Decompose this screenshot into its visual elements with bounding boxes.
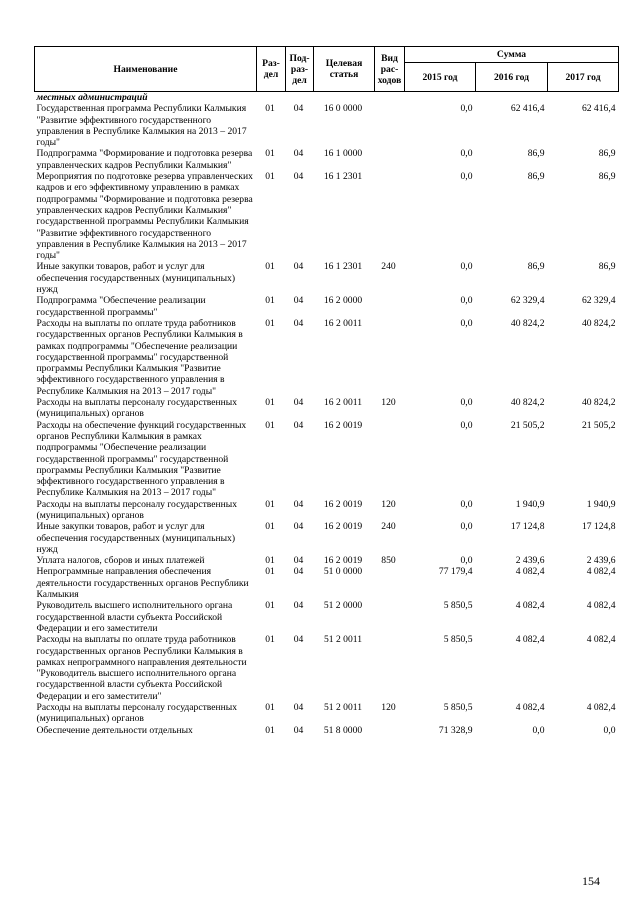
cell-expense-type: 240 — [381, 521, 396, 533]
cell-amount-2016: 4 082,4 — [515, 566, 545, 578]
cell-target-article: 16 1 2301 — [323, 261, 363, 273]
cell-amount-2015: 5 850,5 — [443, 600, 473, 612]
budget-table — [34, 46, 619, 736]
cell-amount-2016: 21 505,2 — [510, 419, 545, 431]
cell-subsection: 04 — [293, 600, 304, 612]
cell-amount-2015: 5 850,5 — [443, 702, 473, 714]
cell-subsection: 04 — [293, 148, 304, 160]
cell-target-article: 16 1 2301 — [323, 171, 363, 183]
cell-name: Руководитель высшего исполнительного органа государственной власти субъекта Российской Федерации и его заместители — [36, 600, 233, 634]
cell-expense-type — [375, 171, 405, 261]
cell-name: Обеспечение деятельности отдельных — [36, 724, 193, 736]
cell-amount-2017: 86,9 — [598, 261, 616, 273]
cell-name: Расходы на выплаты персоналу государственных (муниципальных) органов — [36, 397, 238, 420]
table-row — [35, 702, 619, 725]
table-row — [35, 148, 619, 171]
cell-section: 01 — [265, 634, 275, 646]
cell-amount-2016: 86,9 — [527, 148, 545, 160]
table-row — [35, 103, 619, 148]
cell-amount-2017: 86,9 — [598, 171, 616, 183]
cell-expense-type — [375, 725, 405, 736]
cell-subsection: 04 — [293, 317, 304, 329]
cell-name: Расходы на выплаты по оплате труда работников государственных органов Республики Калмыкия в рамках подпрограммы "Обеспечение реализации государственной программы" государственной программы Республики Калмыкия "Развитие эффективного государственного управления в Республике Калмыкия на 2013 – 2017 годы" — [36, 317, 243, 397]
table-row — [35, 566, 619, 600]
cell-name: Государственная программа Республики Калмыкия "Развитие эффективного государственного управления в Республике Калмыкия на 2013 – 2017 годы" — [36, 103, 247, 149]
cell-section: 01 — [265, 498, 275, 510]
cell-subsection: 04 — [293, 566, 304, 578]
cell-section: 01 — [265, 148, 275, 160]
cell-section: 01 — [265, 521, 275, 533]
cell-amount-2015: 0,0 — [460, 419, 473, 431]
table-row — [35, 295, 619, 318]
header-year-2015: 2015 год — [405, 63, 476, 92]
cell-subsection: 04 — [293, 419, 304, 431]
cell-name: Непрограммные направления обеспечения деятельности государственных органов Республики Калмыкия — [36, 566, 249, 601]
cell-name: Иные закупки товаров, работ и услуг для обеспечения государственных (муниципальных) нужд — [36, 521, 236, 555]
cell-subsection: 04 — [293, 397, 304, 409]
cell-name: Подпрограмма "Формирование и подготовка резерва управленческих кадров Республики Калмыкия" — [36, 148, 253, 171]
header-expense-type: Вид рас- ходов — [375, 47, 405, 92]
cell-target-article: 51 0 0000 — [323, 566, 363, 578]
cell-amount-2017: 4 082,4 — [586, 600, 616, 612]
table-row — [35, 555, 619, 566]
cell-amount-2015: 0,0 — [460, 521, 473, 533]
cell-amount-2016: 1 940,9 — [515, 498, 545, 510]
cell-section: 01 — [265, 171, 275, 183]
cell-amount-2015: 0,0 — [460, 555, 473, 567]
cell-target-article: 16 2 0011 — [323, 317, 363, 329]
cell-amount-2016: 17 124,8 — [510, 521, 545, 533]
cell-name: Расходы на обеспечение функций государственных органов Республики Калмыкия в рамках подпрограммы "Обеспечение реализации государственной программы" государственной программы Республики Калмыкия "Развитие эффективного государственного управления в Республике Калмыкия на 2013 – 2017 годы" — [36, 419, 247, 499]
table-row — [35, 171, 619, 261]
cell-amount-2017: 17 124,8 — [581, 521, 616, 533]
cell-amount-2017: 4 082,4 — [586, 634, 616, 646]
cell-expense-type — [375, 600, 405, 634]
cell-amount-2015: 0,0 — [460, 397, 473, 409]
cell-section: 01 — [265, 419, 275, 431]
cell-name: Иные закупки товаров, работ и услуг для обеспечения государственных (муниципальных) нужд — [36, 261, 236, 296]
cell-subsection: 04 — [293, 295, 304, 307]
cell-target-article: 51 8 0000 — [323, 724, 363, 736]
cell-expense-type — [375, 295, 405, 318]
cell-expense-type — [375, 318, 405, 397]
cell-target-article: 16 2 0019 — [323, 555, 363, 567]
header-year-2016: 2016 год — [476, 63, 548, 92]
cell-subsection: 04 — [293, 555, 304, 567]
cell-name: Подпрограмма "Обеспечение реализации государственной программы" — [36, 295, 206, 318]
cell-amount-2015: 0,0 — [460, 498, 473, 510]
cell-amount-2015: 77 179,4 — [438, 566, 473, 578]
header-name: Наименование — [35, 47, 257, 92]
cell-amount-2017: 4 082,4 — [586, 702, 616, 714]
cell-target-article: 16 2 0019 — [323, 419, 363, 431]
header-subsection: Под- раз- дел — [286, 47, 314, 92]
cell-amount-2015: 0,0 — [460, 295, 473, 307]
table-row — [35, 634, 619, 702]
table-row — [35, 318, 619, 397]
cell-subsection: 04 — [293, 171, 304, 183]
cell-amount-2016: 4 082,4 — [515, 600, 545, 612]
cell-amount-2016: 86,9 — [527, 171, 545, 183]
cell-subsection: 04 — [293, 702, 304, 714]
cell-amount-2016: 62 329,4 — [510, 295, 545, 307]
table-row — [35, 600, 619, 634]
cell-section: 01 — [265, 702, 275, 714]
cell-amount-2017: 62 416,4 — [581, 103, 616, 115]
document-page — [34, 46, 618, 736]
cell-name: Расходы на выплаты по оплате труда работников государственных органов Республики Калмыкия в рамках непрограммного направления деятельности "Руководитель высшего исполнительного органа государственной власти субъекта Российской Федерации и его заместители" — [36, 634, 247, 702]
cell-expense-type — [375, 103, 405, 148]
cell-name: Уплата налогов, сборов и иных платежей — [36, 555, 205, 567]
cell-amount-2015: 0,0 — [460, 148, 473, 160]
cell-expense-type — [375, 420, 405, 499]
cell-section: 01 — [265, 566, 275, 578]
cell-target-article: 16 2 0019 — [323, 498, 363, 510]
cell-expense-type — [375, 566, 405, 600]
cell-subsection: 04 — [293, 103, 304, 115]
cell-section: 01 — [265, 600, 275, 612]
cell-expense-type: 240 — [381, 261, 396, 273]
header-year-2017: 2017 год — [548, 63, 619, 92]
cell-target-article: 16 2 0000 — [323, 295, 363, 307]
cell-amount-2015: 0,0 — [460, 317, 473, 329]
cell-amount-2017: 40 824,2 — [581, 317, 616, 329]
cell-target-article: 16 0 0000 — [323, 103, 363, 115]
section-row — [35, 92, 619, 104]
cell-subsection: 04 — [293, 634, 304, 646]
table-body — [35, 92, 619, 736]
cell-subsection: 04 — [293, 498, 304, 510]
cell-amount-2017: 86,9 — [598, 148, 616, 160]
cell-subsection: 04 — [293, 261, 304, 273]
cell-amount-2017: 4 082,4 — [586, 566, 616, 578]
cell-amount-2016: 4 082,4 — [515, 702, 545, 714]
table-row — [35, 420, 619, 499]
header-target-article: Целевая статья — [314, 47, 375, 92]
cell-amount-2015: 0,0 — [460, 171, 473, 183]
cell-expense-type — [375, 148, 405, 171]
cell-target-article: 51 2 0000 — [323, 600, 363, 612]
cell-target-article: 16 2 0019 — [323, 521, 363, 533]
cell-target-article: 51 2 0011 — [323, 634, 363, 646]
cell-amount-2015: 71 328,9 — [438, 724, 473, 736]
cell-amount-2017: 21 505,2 — [581, 419, 616, 431]
table-header — [35, 47, 619, 92]
cell-name: Мероприятия по подготовке резерва управленческих кадров и его эффективному управлению в рамках подпрограммы "Формирование и подготовка резерва управленческих кадров Республики Калмыкия" государственной программы Республики Калмыкия "Развитие эффективного государственного управления в Республике Калмыкия на 2013 – 2017 годы" — [36, 171, 253, 262]
cell-section: 01 — [265, 261, 275, 273]
table-row — [35, 499, 619, 522]
section-title: местных администраций — [36, 92, 148, 103]
cell-name: Расходы на выплаты персоналу государственных (муниципальных) органов — [36, 702, 238, 725]
cell-section: 01 — [265, 295, 275, 307]
cell-amount-2016: 40 824,2 — [510, 397, 545, 409]
cell-amount-2016: 2 439,6 — [515, 555, 545, 567]
cell-amount-2017: 62 329,4 — [581, 295, 616, 307]
cell-section: 01 — [265, 555, 275, 567]
cell-section: 01 — [265, 724, 275, 736]
cell-amount-2017: 40 824,2 — [581, 397, 616, 409]
cell-expense-type: 120 — [381, 397, 396, 409]
header-amount: Сумма — [405, 47, 619, 63]
cell-amount-2017: 1 940,9 — [586, 498, 616, 510]
cell-amount-2015: 0,0 — [460, 103, 473, 115]
cell-amount-2015: 5 850,5 — [443, 634, 473, 646]
table-row — [35, 397, 619, 420]
cell-subsection: 04 — [293, 521, 304, 533]
cell-expense-type: 120 — [381, 702, 396, 714]
cell-amount-2016: 86,9 — [527, 261, 545, 273]
cell-amount-2016: 0,0 — [532, 724, 545, 736]
cell-target-article: 16 1 0000 — [323, 148, 363, 160]
cell-amount-2017: 0,0 — [603, 724, 616, 736]
cell-expense-type: 850 — [381, 555, 396, 567]
page-number: 154 — [582, 874, 600, 888]
table-row — [35, 261, 619, 295]
cell-target-article: 16 2 0011 — [323, 397, 363, 409]
cell-subsection: 04 — [293, 724, 304, 736]
table-row — [35, 521, 619, 555]
cell-target-article: 51 2 0011 — [323, 702, 363, 714]
cell-amount-2016: 40 824,2 — [510, 317, 545, 329]
cell-name: Расходы на выплаты персоналу государственных (муниципальных) органов — [36, 498, 238, 521]
cell-amount-2016: 4 082,4 — [515, 634, 545, 646]
cell-section: 01 — [265, 397, 275, 409]
cell-amount-2015: 0,0 — [460, 261, 473, 273]
cell-amount-2016: 62 416,4 — [510, 103, 545, 115]
header-section: Раз- дел — [257, 47, 286, 92]
cell-expense-type — [375, 634, 405, 702]
cell-amount-2017: 2 439,6 — [586, 555, 616, 567]
table-row — [35, 725, 619, 736]
cell-expense-type: 120 — [381, 498, 396, 510]
cell-section: 01 — [265, 103, 275, 115]
cell-section: 01 — [265, 317, 275, 329]
